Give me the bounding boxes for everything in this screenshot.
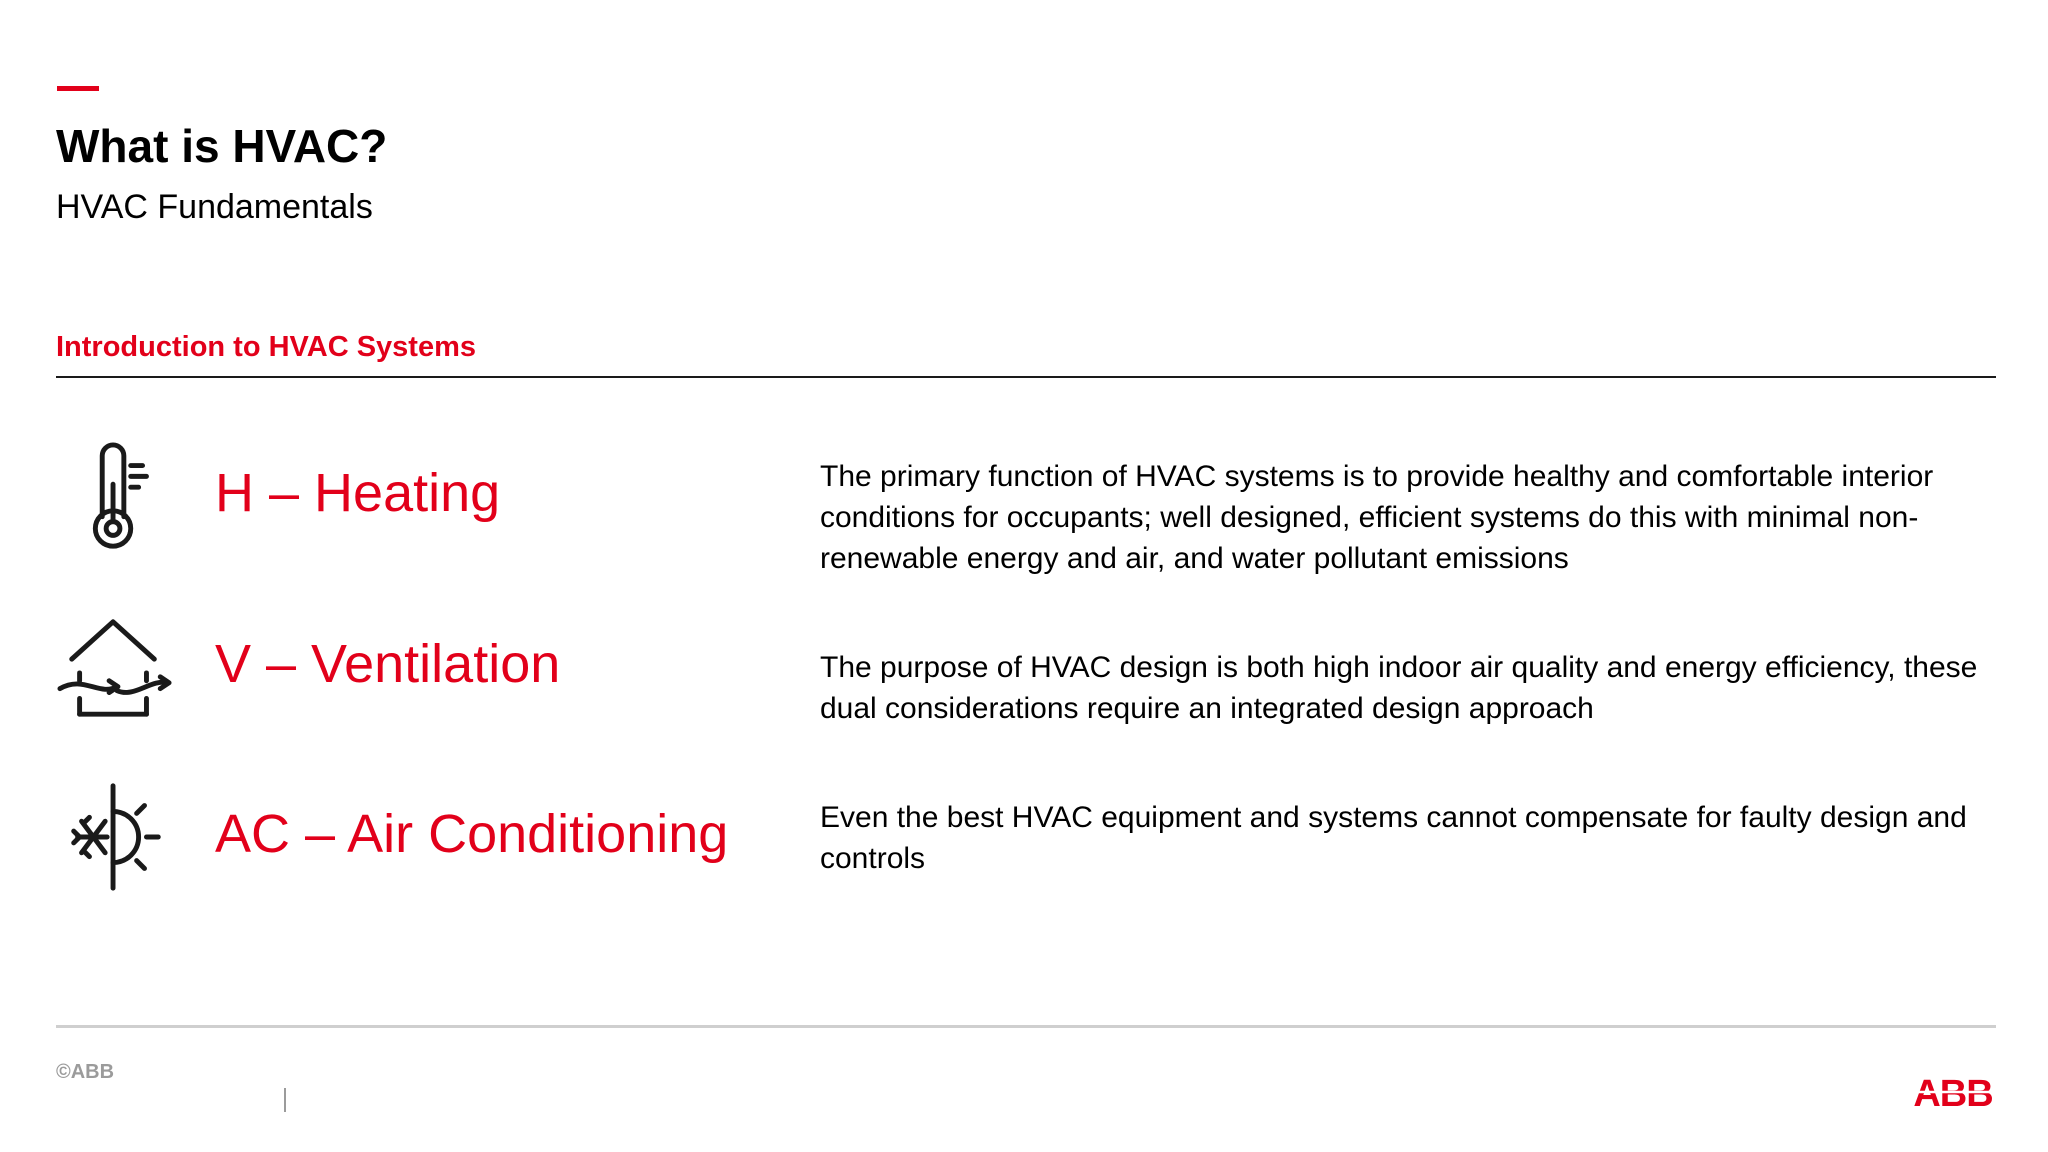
svg-text:ABB: ABB	[1913, 1073, 1993, 1112]
footer-copyright: ©ABB	[56, 1061, 115, 1083]
snowflake-sun-icon	[56, 778, 174, 896]
ventilation-row-description: The purpose of HVAC design is both high indoor air quality and energy efficiency, these dual considerations require an integrated design approach	[820, 651, 1978, 725]
house-airflow-icon	[56, 608, 174, 726]
title-accent-dash	[57, 86, 99, 91]
footer-separator	[284, 1088, 286, 1112]
page-title: What is HVAC?	[56, 120, 388, 172]
abb-logo	[1908, 1072, 1998, 1112]
air-conditioning-row-label: AC – Air Conditioning	[215, 804, 729, 864]
ventilation-row-label: V – Ventilation	[215, 634, 561, 694]
section-divider	[56, 376, 1996, 378]
section-heading: Introduction to HVAC Systems	[56, 331, 476, 363]
thermometer-icon	[56, 440, 174, 558]
page-subtitle: HVAC Fundamentals	[56, 188, 373, 226]
air-conditioning-row-description: Even the best HVAC equipment and systems cannot compensate for faulty design and controls	[820, 801, 1967, 875]
heading-row-description: The primary function of HVAC systems is to provide healthy and comfortable interior conditions for occupants; well designed, efficient systems do this with minimal non-renewable energy and air, and water pollutant emissions	[820, 460, 1934, 575]
footer-divider	[56, 1025, 1996, 1028]
heading-row-label: H – Heating	[215, 463, 501, 523]
